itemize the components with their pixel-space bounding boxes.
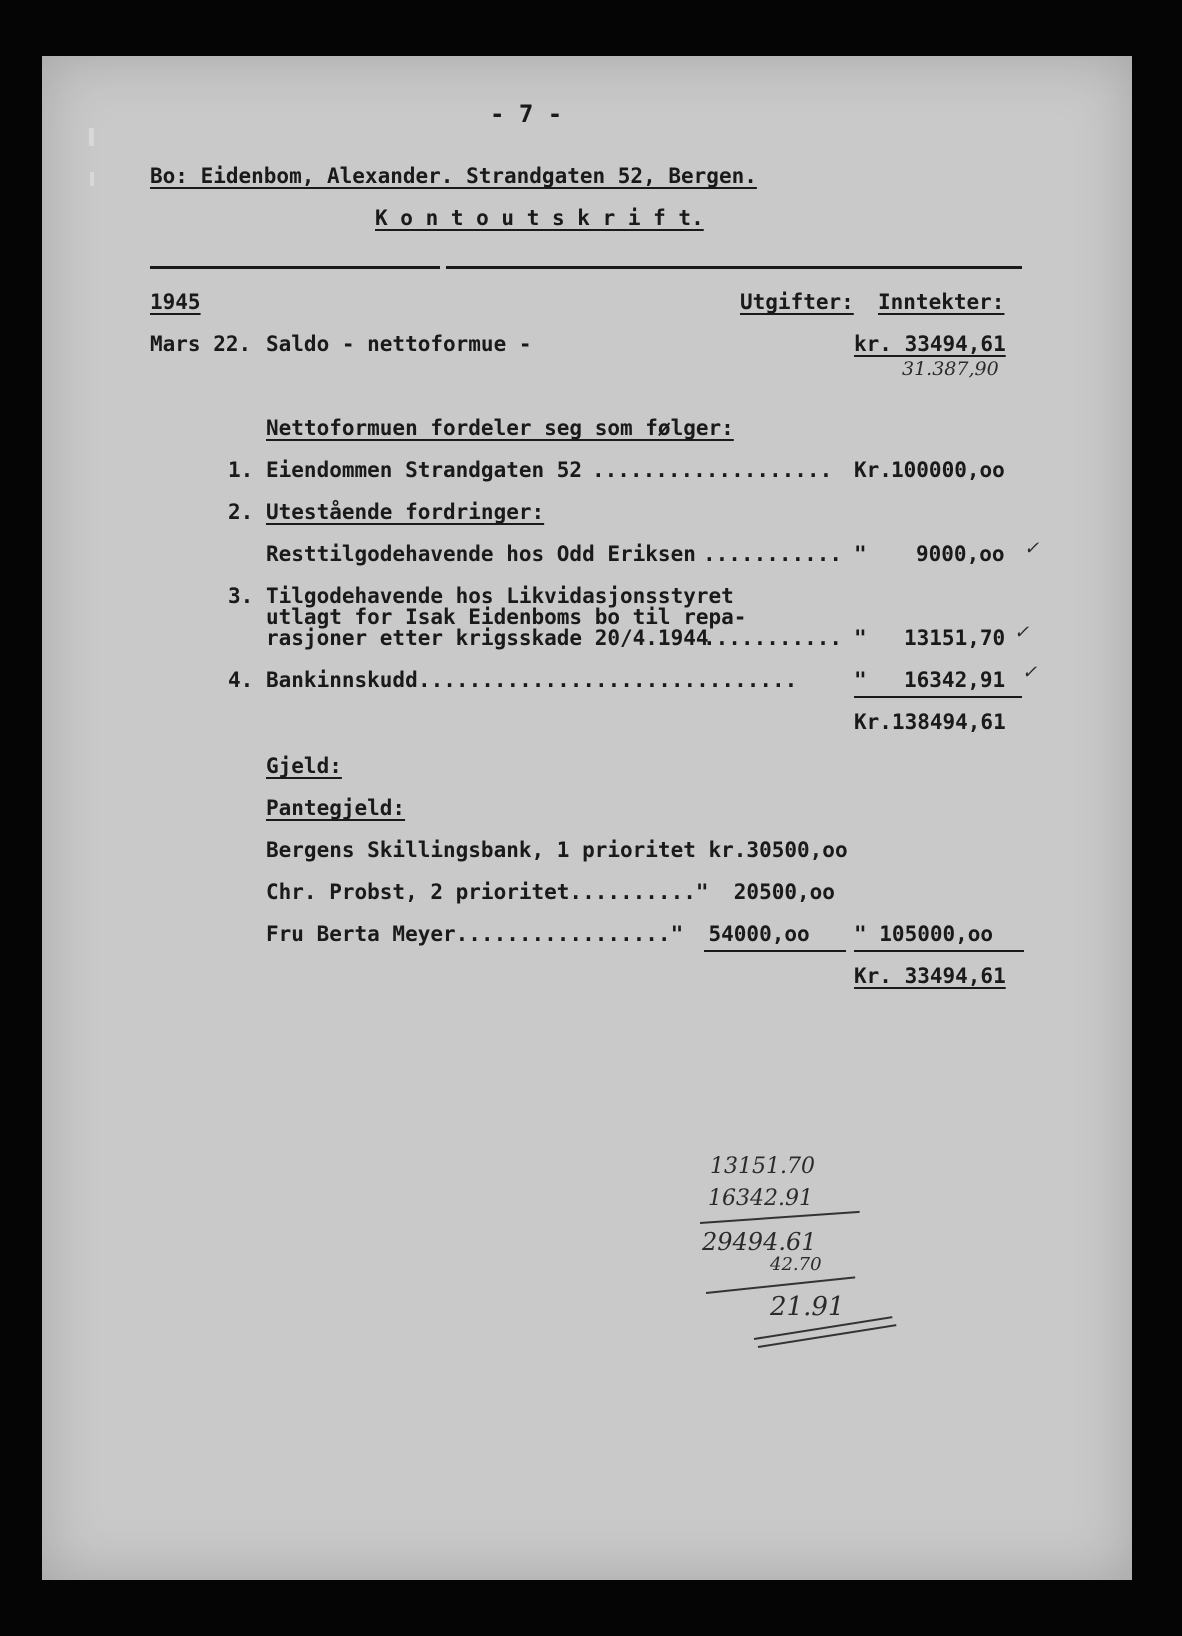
pencil-calc-line: 29494.61 <box>702 1228 817 1256</box>
asset-prefix: Kr. <box>854 458 892 482</box>
debts-total: " 105000,oo <box>854 922 994 946</box>
scan-margin-mark <box>90 172 94 186</box>
column-income: Inntekter: <box>878 290 1005 314</box>
handwritten-correction: 31.387,90 <box>902 358 999 380</box>
asset-description: Eiendommen Strandgaten 52 <box>266 458 583 482</box>
asset-leader-dots: .............................. <box>418 668 798 692</box>
scan-margin-mark <box>89 128 94 146</box>
asset-number: 4. <box>228 668 254 692</box>
debts-total-rule <box>854 950 1024 952</box>
pencil-underline <box>700 1211 860 1224</box>
debt-line: Chr. Probst, 2 prioritet.........." 20500,oo <box>266 880 835 904</box>
distribution-heading: Nettoformuen fordeler seg som følger: <box>266 416 734 440</box>
pencil-calc-line: 21.91 <box>770 1292 845 1322</box>
asset-description: Resttilgodehavende hos Odd Eriksen <box>266 542 696 566</box>
asset-description: Utestående fordringer: <box>266 500 545 524</box>
asset-prefix: " <box>854 542 867 566</box>
header-rule-left <box>150 266 440 269</box>
asset-number: 2. <box>228 500 254 524</box>
document-title: K o n t o u t s k r i f t. <box>375 206 704 230</box>
estate-heading: Bo: Eidenbom, Alexander. Strandgaten 52, Bergen. <box>150 164 757 188</box>
header-rule-right <box>446 266 1022 269</box>
asset-leader-dots: ................... <box>592 458 833 482</box>
asset-amount: 13151,70 <box>904 626 1006 650</box>
check-mark: ✓ <box>1024 538 1040 559</box>
subtotal-rule <box>854 696 1022 698</box>
asset-leader-dots: ........... <box>703 626 843 650</box>
year: 1945 <box>150 290 201 314</box>
asset-leader-dots: ........... <box>703 542 843 566</box>
assets-total: Kr.138494,61 <box>854 710 1006 734</box>
asset-description: Tilgodehavende hos Likvidasjonsstyret <box>266 584 734 608</box>
page-number: - 7 - <box>490 100 563 128</box>
asset-number: 1. <box>228 458 254 482</box>
asset-amount: 9000,oo <box>916 542 1005 566</box>
balance-label: Saldo - nettoformue - <box>266 332 532 356</box>
pencil-calc-line: 16342.91 <box>708 1186 813 1211</box>
balance-date: Mars 22. <box>150 332 252 356</box>
debt-line: Fru Berta Meyer................." 54000,oo <box>266 922 810 946</box>
asset-number: 3. <box>228 584 254 608</box>
asset-amount: 16342,91 <box>904 668 1006 692</box>
asset-description: Bankinnskudd <box>266 668 418 692</box>
document-page <box>42 56 1132 1580</box>
asset-description: utlagt for Isak Eidenboms bo til repa- <box>266 605 747 629</box>
mortgage-heading: Pantegjeld: <box>266 796 406 820</box>
asset-description: rasjoner etter krigsskade 20/4.1944 <box>266 626 709 650</box>
pencil-calc-line: 42.70 <box>770 1254 822 1275</box>
debt-subtotal-rule <box>704 950 846 952</box>
column-expenses: Utgifter: <box>740 290 854 314</box>
debt-line: Bergens Skillingsbank, 1 prioritet kr.30500,oo <box>266 838 848 862</box>
asset-amount: 100000,oo <box>891 458 1005 482</box>
asset-prefix: " <box>854 626 867 650</box>
check-mark: ✓ <box>1022 662 1038 683</box>
balance-amount: kr. 33494,61 <box>854 332 1006 356</box>
debt-heading: Gjeld: <box>266 754 342 778</box>
asset-prefix: " <box>854 668 867 692</box>
net-total: Kr. 33494,61 <box>854 964 1006 988</box>
pencil-calc-line: 13151.70 <box>710 1154 815 1179</box>
check-mark: ✓ <box>1014 622 1030 643</box>
